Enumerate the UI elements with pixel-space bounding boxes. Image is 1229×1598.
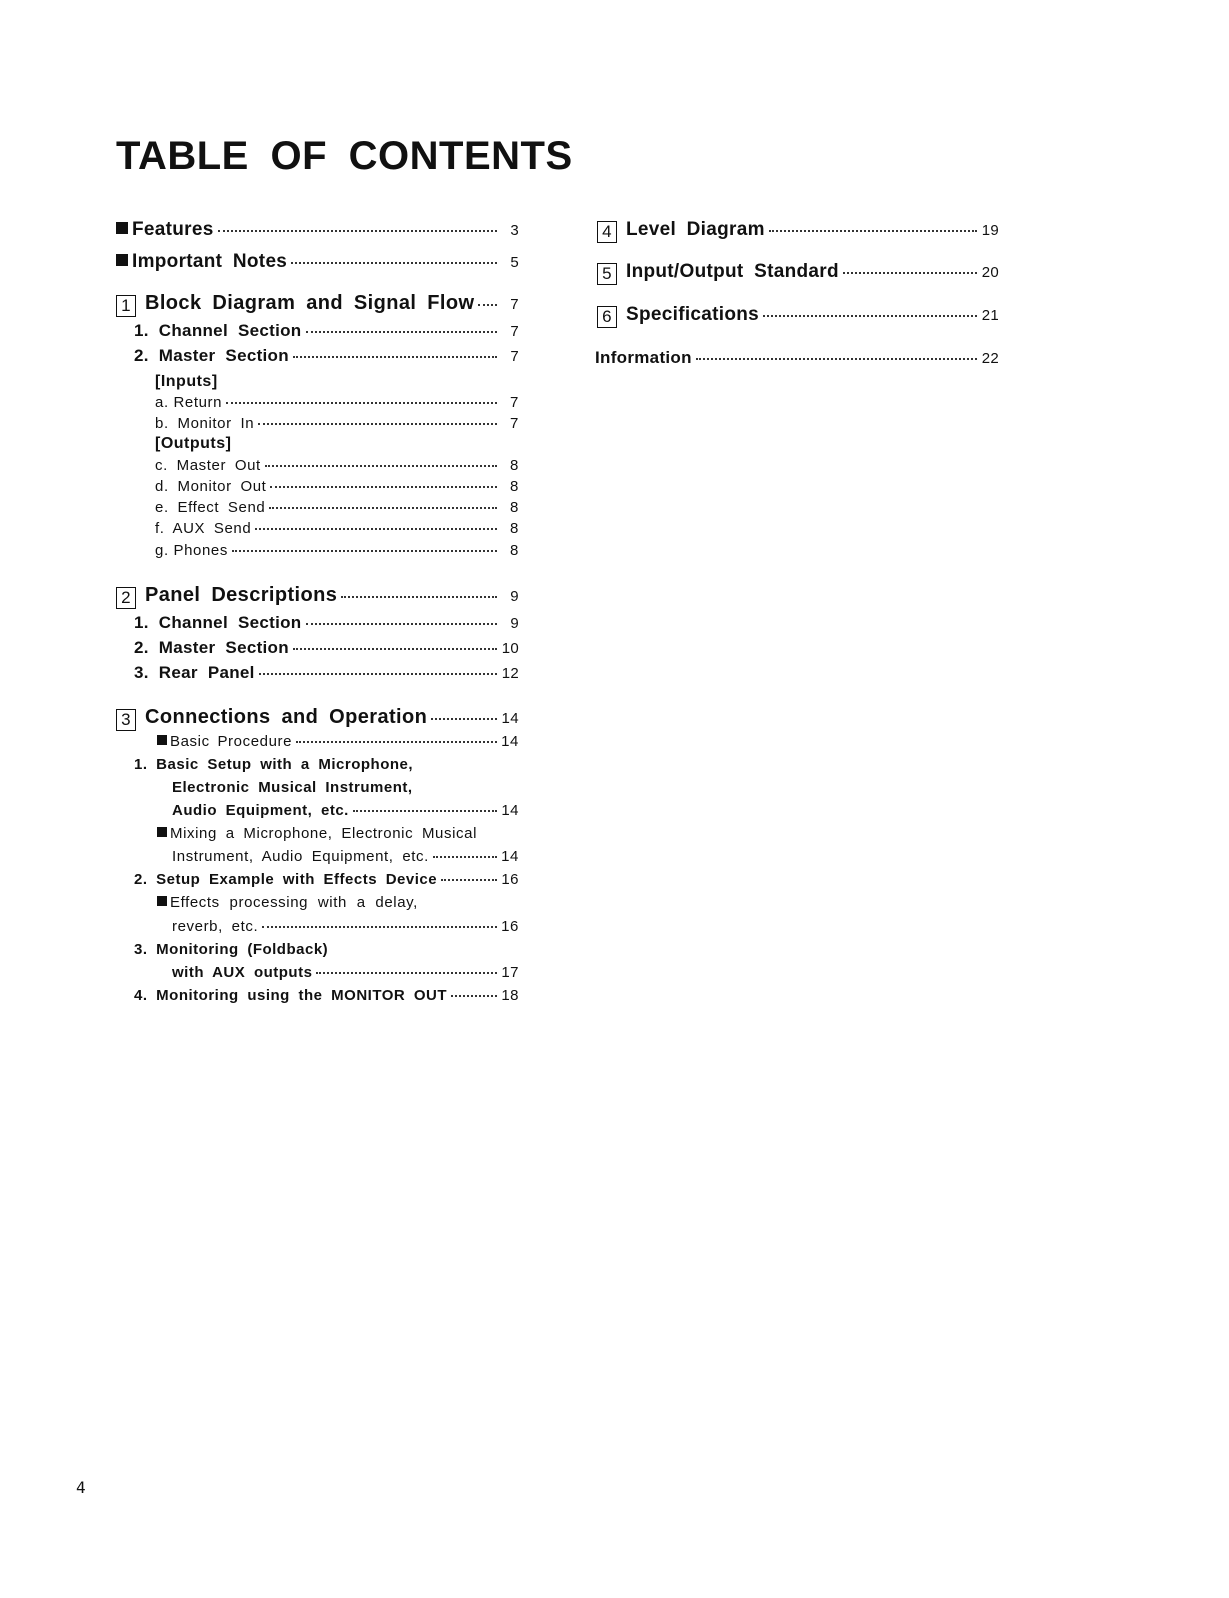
page-ref: 5	[510, 254, 519, 271]
dot-leader	[269, 507, 497, 509]
page-ref: 16	[501, 918, 519, 935]
page-ref: 12	[501, 665, 519, 682]
toc-entry-2-2[interactable]: 2. Master Section 10	[134, 638, 519, 657]
section-number-box: 2	[116, 587, 136, 609]
page-ref: 21	[981, 307, 999, 324]
section-number-box: 1	[116, 295, 136, 317]
toc-entry-3-mixing-line1: Mixing a Microphone, Electronic Musical	[157, 825, 477, 842]
page-ref: 14	[501, 848, 519, 865]
toc-entry-section-5[interactable]: 5 Input/Output Standard 20	[597, 261, 999, 285]
toc-entry-2-1[interactable]: 1. Channel Section 9	[134, 613, 519, 632]
dot-leader	[341, 596, 497, 598]
dot-leader	[296, 741, 497, 743]
toc-entry-1-b[interactable]: b. Monitor In 7	[155, 415, 519, 432]
page-ref: 7	[510, 296, 519, 313]
toc-entry-features[interactable]: Features 3	[116, 219, 519, 241]
page-ref: 14	[501, 733, 519, 750]
subheading-inputs: [Inputs]	[155, 373, 218, 390]
toc-entry-1-2[interactable]: 2. Master Section 7	[134, 346, 519, 365]
toc-entry-1-e[interactable]: e. Effect Send 8	[155, 499, 519, 516]
square-bullet-icon	[116, 222, 128, 234]
toc-entry-3-effects-line1: Effects processing with a delay,	[157, 894, 418, 911]
page-ref: 7	[510, 323, 519, 340]
page-ref: 20	[981, 264, 999, 281]
page-title: TABLE OF CONTENTS	[116, 134, 573, 178]
page-ref: 7	[510, 415, 519, 432]
dot-leader	[306, 331, 498, 333]
toc-entry-2-3[interactable]: 3. Rear Panel 12	[134, 663, 519, 682]
page-ref: 8	[510, 499, 519, 516]
page-ref: 8	[510, 542, 519, 559]
dot-leader	[763, 315, 977, 317]
page-ref: 18	[501, 987, 519, 1004]
dot-leader	[265, 465, 497, 467]
toc-entry-1-1[interactable]: 1. Channel Section 7	[134, 321, 519, 340]
square-bullet-icon	[157, 896, 167, 906]
square-bullet-icon	[157, 735, 167, 745]
toc-entry-1-c[interactable]: c. Master Out 8	[155, 457, 519, 474]
dot-leader	[431, 718, 497, 720]
dot-leader	[451, 995, 497, 997]
toc-entry-3-3[interactable]: with AUX outputs 17	[172, 964, 519, 981]
dot-leader	[270, 486, 497, 488]
dot-leader	[262, 926, 497, 928]
square-bullet-icon	[157, 827, 167, 837]
dot-leader	[258, 423, 497, 425]
section-number-box: 4	[597, 221, 617, 243]
page-ref: 7	[510, 348, 519, 365]
toc-entry-3-mixing[interactable]: Instrument, Audio Equipment, etc. 14	[172, 848, 519, 865]
dot-leader	[433, 856, 497, 858]
dot-leader	[306, 623, 498, 625]
dot-leader	[293, 648, 497, 650]
page-ref: 8	[510, 478, 519, 495]
toc-entry-1-g[interactable]: g. Phones 8	[155, 542, 519, 559]
page-ref: 9	[510, 615, 519, 632]
dot-leader	[291, 262, 497, 264]
subheading-outputs: [Outputs]	[155, 435, 232, 452]
toc-entry-important-notes[interactable]: Important Notes 5	[116, 251, 519, 273]
toc-entry-3-basic-procedure[interactable]: Basic Procedure 14	[157, 733, 519, 750]
toc-entry-3-1[interactable]: Audio Equipment, etc. 14	[172, 802, 519, 819]
page-ref: 8	[510, 457, 519, 474]
toc-entry-information[interactable]: Information 22	[595, 348, 999, 367]
page-ref: 3	[510, 222, 519, 239]
dot-leader	[226, 402, 497, 404]
dot-leader	[293, 356, 497, 358]
toc-entry-section-3[interactable]: 3 Connections and Operation 14	[116, 706, 519, 731]
dot-leader	[255, 528, 497, 530]
page-ref: 16	[501, 871, 519, 888]
toc-entry-3-4[interactable]: 4. Monitoring using the MONITOR OUT 18	[134, 987, 519, 1004]
toc-entry-3-1-line2: Electronic Musical Instrument,	[172, 779, 413, 796]
toc-entry-3-effects[interactable]: reverb, etc. 16	[172, 918, 519, 935]
page-ref: 7	[510, 394, 519, 411]
toc-entry-section-6[interactable]: 6 Specifications 21	[597, 304, 999, 328]
page-ref: 19	[981, 222, 999, 239]
section-number-box: 6	[597, 306, 617, 328]
toc-entry-1-a[interactable]: a. Return 7	[155, 394, 519, 411]
section-number-box: 5	[597, 263, 617, 285]
page-number: 4	[76, 1478, 86, 1497]
dot-leader	[218, 230, 497, 232]
toc-entry-1-d[interactable]: d. Monitor Out 8	[155, 478, 519, 495]
dot-leader	[316, 972, 497, 974]
toc-entry-1-f[interactable]: f. AUX Send 8	[155, 520, 519, 537]
dot-leader	[259, 673, 497, 675]
toc-entry-3-3-line1: 3. Monitoring (Foldback)	[134, 941, 329, 958]
page-ref: 14	[501, 802, 519, 819]
page-ref: 17	[501, 964, 519, 981]
dot-leader	[353, 810, 497, 812]
toc-entry-3-2[interactable]: 2. Setup Example with Effects Device 16	[134, 871, 519, 888]
page-ref: 9	[510, 588, 519, 605]
section-number-box: 3	[116, 709, 136, 731]
dot-leader	[843, 272, 977, 274]
dot-leader	[232, 550, 497, 552]
toc-entry-section-2[interactable]: 2 Panel Descriptions 9	[116, 584, 519, 609]
dot-leader	[441, 879, 497, 881]
dot-leader	[769, 230, 977, 232]
page-ref: 8	[510, 520, 519, 537]
toc-entry-section-4[interactable]: 4 Level Diagram 19	[597, 219, 999, 243]
page-ref: 10	[501, 640, 519, 657]
dot-leader	[478, 304, 497, 306]
page-ref: 14	[501, 710, 519, 727]
page-ref: 22	[981, 350, 999, 367]
square-bullet-icon	[116, 254, 128, 266]
toc-entry-section-1[interactable]: 1 Block Diagram and Signal Flow 7	[116, 292, 519, 317]
dot-leader	[696, 358, 977, 360]
toc-entry-3-1-line1: 1. Basic Setup with a Microphone,	[134, 756, 414, 773]
